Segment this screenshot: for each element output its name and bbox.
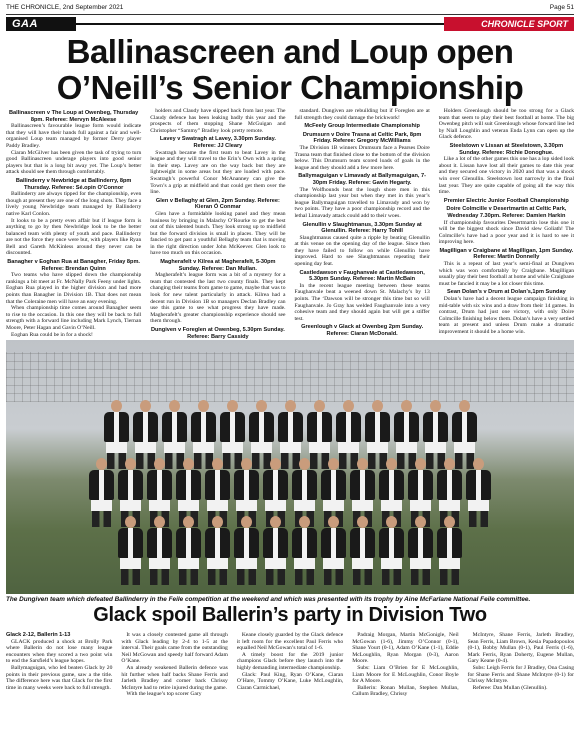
story2-column-5: [468, 632, 574, 734]
story2-body: [6, 632, 574, 734]
paragraph: The Wolfhounds beat the lough shore men in this championship last year but when they met in this year’s league Ballymaguigan travelled to Limavady and won by two points. They have a poor championship record and the lethal Limavady attack could add to their woes.: [294, 186, 430, 219]
player-figure: [146, 516, 173, 585]
player-figure: [262, 516, 289, 585]
story1-headline-line1: Ballinascreen and Loup open: [66, 33, 514, 70]
subhead: Banagher v Eoghan Rua at Banagher, Friday 8pm. Referee: Brendan Quinn: [7, 259, 140, 272]
player-figure: [233, 516, 260, 585]
story1-headline-line2: O’Neill’s Senior Championship: [56, 69, 524, 106]
paragraph: When championship time comes around Banagher seem to rise to the occasion. In this one they will be back to full strength with a forward line including Mark Lynch, Tiernan Moore, Peter Hagan and Gavin O’Neill.: [6, 305, 142, 331]
photo-fence: [6, 352, 574, 402]
photo-caption: The Dungiven team which defeated Ballinderry in the Feile competition at the weekend and which was presented with its trophy by Aine McFarlane National Feile committee.: [6, 596, 531, 603]
paragraph: Glack: Paul King, Ryan O’Kane, Ciaran O’Hare, Tommy O’Kane, Luke McLoughlin, Ciaran Carmichael,: [236, 671, 344, 691]
story1-body: [6, 108, 574, 340]
subhead: Magherafelt v Kilrea at Magherafelt, 5-30pm Sunday. Referee: Dan Mullan.: [160, 259, 276, 272]
photo-front-row: [6, 516, 574, 585]
story1-column-4: [439, 108, 574, 340]
paragraph: GLACK produced a shock at Brolly Park where Ballerin do not lose many league encounters when they scored a two point win to end the Sarsfield’s league hopes.: [6, 638, 113, 665]
page-number: Page 51: [549, 4, 574, 11]
paragraph: Padraig Morgan, Martin McGonigle, Neil McGowan (1-6), Jimmy O’Connor (0-1), Shane Yourt (0-1), Adam O’Kane (1-1), Eddie McLoughlin, Ryan Morgan (0-3), Aaron Moore.: [352, 632, 459, 665]
paragraph: This is a repeat of last year’s semi-final at Dungiven which was won comfortably by Craigbane. Magilligan usually play their best football at home and while Craigbane must be fancied it may be a lot closer this time.: [438, 261, 574, 287]
subhead: Lavey v Swatragh at Lavey, 3.30pm Sunday. Referee: JJ Cleary: [159, 136, 276, 149]
section-tag-gaa: GAA: [6, 17, 76, 31]
paragraph: If championship favourites Desertmartin lose this one it will be the biggest shock since David slew Goliath! The Colmcille’s have had a poor year and it is hard to see it improving here.: [438, 219, 574, 246]
paragraph: McIntyre, Shane Ferris, Jarleth Bradley, Sean Ferris, Liam Brown, Kesia Papadopoulos (0-1), Bobby Mullan (0-1), Paul Ferris (1-6), Mark Ferris, Ryan Doherty, Eugene Mullan, Gary Keane (0-4).: [467, 632, 575, 665]
paragraph: A timely boost for the 2019 junior champions Glack before they launch into the highly demanding intermediate championship.: [236, 651, 344, 671]
team-photo: [6, 340, 574, 594]
paragraph: Slaughtmanus caused quite a ripple by beating Glenullin at this venue on the opening day of the league. Since then they have failed to follow on while Glenullin have improved. Hard to see Slaughtmanus repeating their opening day feat.: [294, 234, 430, 268]
paragraph: The Division 1B winners Drumsurn face a Pearses Doire Trasna team that finished close to the bottom of the division below. This Drumsurn team scored loads of goals in the league and they should add a few more here.: [294, 144, 430, 171]
paragraph: Glen have a formidable looking panel and they mean business by bringing in Malachy O’Rourke to get the best out of this talented bunch. They look strong up to midfield but the forward division is small in places. They will be fancied to get past a youthful Bellaghy team that is moving in the right direction under John McKeever. Glen look to have too much on this occasion.: [150, 210, 286, 257]
subhead: Drumsurn v Doire Trasna at Celtic Park, 8pm Friday. Referee: Gregory McWilliams: [302, 131, 422, 145]
paragraph: In the recent league meeting between these teams Faughanvale beat a weened down St. Malachy’s by 13 points. The ‘Dawson will be stronger this time but so will Faughanvale. Jo Gray has welded Faughanvale into a very cohesive team and they should again but will get a stiffer test.: [294, 282, 430, 322]
paragraph: Swatragh became the first team to beat Lavey in the league and they will travel to the Erin’s Own with a spring in their step. Lavey are on the way back but they are lightweight in some areas but they are loaded with pace. Swatragh’s powerful Conor McAnanney can give the Town’s a grip at midfield and that could get them over the line.: [150, 149, 286, 196]
paragraph: It looks to be a pretty even affair but if league form is anything to go by then Newbridge look to be the better balanced team with plenty of youth and pace. Ballinderry are not the force they once were but, with players like Ryan Bell and Gareth McKinless around they never can be discounted.: [6, 217, 142, 257]
subhead: Greenlough v Glack at Owenbeg 2pm Sunday. Referee: Ciaran McDonald.: [301, 324, 424, 337]
story1-column-2: [150, 108, 285, 340]
paragraph: Two teams who have slipped down the championship rankings a bit meet at Fr. McNally Park Feeny under lights. Eoghan Rua played in the higher division and had more points than Banagher in Division 1B. That does not mean that the Coleraine men will have an easy evening.: [6, 272, 142, 305]
subhead: Magilligan v Craigbane at Magilligan, 1pm Sunday. Referee: Martin Donnelly: [439, 247, 574, 261]
paragraph: Referee: Dan Mullan (Glenullin).: [472, 684, 548, 691]
story2-column-4: [352, 632, 458, 734]
paragraph: Magherafelt’s league form was a bit of a mystery for a team that contested the last two county finals. They kept changing their teams from game to game, maybe that was to look for new talent particularly in attack. Kilrea had a decent run in Division 1B so managers Declan Bradley can use this game to see what progress they have made. Magherafelt’s greater championship experience should see them through.: [150, 272, 286, 325]
section-sport: SPORT: [537, 19, 568, 29]
paragraph: Ballinascreen’s favourable league form would indicate that they will have their hands full against a fair and well-organised Loup team managed by former Derry player Paddy Bradley.: [6, 123, 142, 149]
paragraph: Ballinderry are always tipped for the championship, even though at present they are one of the long shots. They face a lively young Newbridge team managed by Ballinderry native Karl Conlon.: [6, 191, 142, 217]
subhead: Glen v Bellaghy at Glen, 2pm Sunday. Referee: Kieran Ó Conmar: [155, 197, 280, 211]
paragraph: It was a closely contested game all through with Glack leading by 2-4 to 1-5 at the interval. Their goals came from the outstanding Neil McGowan and speedy half forward Adam O’Kane.: [121, 632, 228, 665]
subhead: Ballymaguigan v Limavady at Ballymaguigan, 7-30pm Friday. Referee: Gavin Hegarty.: [298, 173, 426, 186]
story1-column-1: [6, 108, 141, 340]
masthead-rule: [6, 14, 574, 15]
paragraph: Dolan’s have had a decent league campaign finishing in mid-table with six wins and a draw from their 14 games. In contrast, Drum had just one victory, with only Doire Colmcille finishing below them. Dolan’s have a very settled team at present and unless Drum make a dramatic improvement it should be a home win.: [438, 296, 574, 335]
player-figure: [436, 516, 463, 585]
paragraph: Holders Greenlough should be too strong for a Glack team that seem to play their best football at home. The big Owenbeg pitch will suit Greenlough whose forward line led by Niall Loughlin and veteran Enda Lynn can open up the Glack defence.: [438, 108, 574, 141]
paragraph: Subs: Liam O’Brien for E McLoughlin, Liam Moore for E McLoughlin, Conor Boyle for A Moore.: [352, 664, 459, 685]
subhead: Doire Colmcille v Desertmartin at Celtic Park, Wednesday 7.30pm. Referee: Damien Harkin: [446, 206, 567, 219]
paragraph: Ciaran McGilver has been given the task of trying to turn good Ballinascreen underage players into good senior players but that is a long bit away yet. The Loup’s better attack should see them through comfortably.: [6, 149, 142, 176]
section-tag-chronicle-sport: [444, 17, 574, 31]
masthead-date: THE CHRONICLE, 2nd September 2021: [6, 4, 124, 11]
player-figure: [320, 516, 347, 585]
story2-column-1: [6, 632, 112, 734]
subhead: Glenullin v Slaughtmanus, 3.30pm Sunday at Glenullin. Referee: Harry Tohill: [302, 221, 422, 235]
player-figure: [175, 516, 202, 585]
paragraph: Ballerin: Ronan Mullan, Stephen Mullan, Callum Bradley, Chrissy: [352, 684, 459, 698]
paragraph: An already weakened Ballerin defence was hit further when half backs Shane Ferris and Jarleth Bradley and corner back Chrissy McIntyre had to retire injured during the game.: [121, 664, 228, 691]
paragraph: Like a lot of the other games this one has a lop sided look about it. Lissan have lost all their games to date this year and they secured one victory in 2020 and that was a shock win over Glenullin. Steelstown lost narrowly in the final last year. They are quite capable of going all the way this time.: [438, 156, 574, 196]
player-figure: [291, 516, 318, 585]
subhead: Steelstown v Lissan at Steelstown, 3.30pm Sunday. Referee: Richie Donoghue.: [449, 142, 564, 156]
paragraph: Ballymaguigan, who led beaten Glack by 20 points in their previous game, saw a the title. The difference here was that Glack for the first time in many weeks were back to full strength.: [6, 664, 113, 691]
subhead: McFeely Group Intermediate Championship: [304, 123, 420, 130]
subhead: Ballinderry v Newbridge at Ballinderry, 8pm Thursday. Referee: Sé.opin O’Connor: [15, 177, 132, 191]
story2-column-3: [237, 632, 343, 734]
story2-headline: Glack spoil Ballerin’s party in Division Two: [93, 604, 487, 626]
subhead: Premier Electric Junior Football Championship: [443, 197, 569, 204]
player-figure: [204, 516, 231, 585]
paragraph: holders and Claudy have slipped back from last year. The Claudy defence has been leaking badly this year and the prospects of them stopping Shane McGuigan and Christopher “Sammy” Bradley look pretty remote.: [150, 108, 286, 134]
story1-column-3: [295, 108, 430, 340]
paragraph: Eoghan Rua could be in for a shock!: [11, 331, 93, 338]
subhead: Glack 2-12, Ballerin 1-13: [6, 632, 71, 638]
player-figure: [378, 516, 405, 585]
player-figure: [117, 516, 144, 585]
paragraph: Keane closely guarded by the Glack defence it left room for the excellent Paul Ferris who equalled Neil McGowan’s total of 1-6.: [236, 632, 344, 652]
subhead: Sean Dolan’s v Drum at Dolan’s,1pm Sunday: [447, 289, 566, 296]
masthead-line: [6, 4, 574, 14]
section-chronicle: CHRONICLE: [481, 19, 535, 29]
paragraph: Subs: Leigh Ferris for J Bradley, Ona Casing for Shane Ferris and Shane McIntyre (0-1) for Chrissy McIntyre.: [467, 664, 575, 685]
player-figure: [349, 516, 376, 585]
story2-column-2: [121, 632, 227, 734]
subhead: Ballinascreen v The Loup at Owenbeg, Thursday 8pm. Referee: Mervyn McAleese: [8, 110, 139, 123]
player-figure: [407, 516, 434, 585]
subhead: Castledawson v Faughanvale at Castledawson, 5.30pm Sunday. Referee: Martin McBain: [299, 269, 425, 283]
subhead: Dungiven v Foreglen at Owenbeg, 5.30pm Sunday. Referee: Barry Cassidy: [150, 327, 285, 340]
story1-headline: [6, 34, 574, 106]
paragraph: With the league’s top scorer Gary: [126, 691, 202, 698]
paragraph: standard. Dungiven are rebuilding but if Foreglen are at full strength they could damage the brickwork!: [294, 108, 430, 121]
